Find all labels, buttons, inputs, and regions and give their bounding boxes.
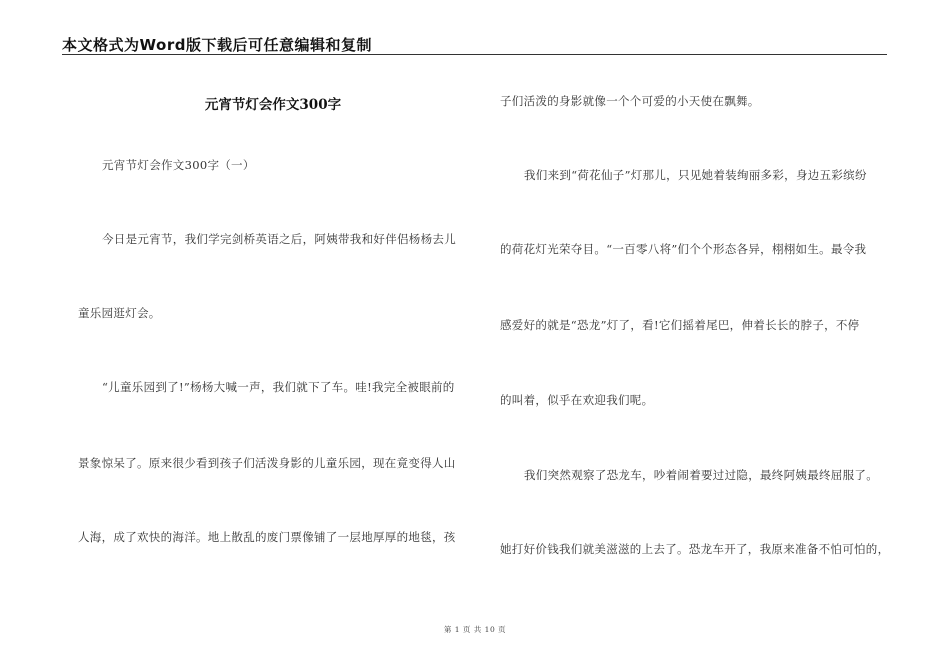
left-line-subtitle: 元宵节灯会作文300字（一） [102,158,255,172]
left-line: 人海，成了欢快的海洋。地上散乱的废门票像铺了一层地厚厚的地毯，孩 [78,530,456,544]
right-line: 的荷花灯光荣夺目。“一百零八将”们个个形态各异，栩栩如生。最令我 [500,242,867,256]
right-line: 我们突然观察了恐龙车，吵着闹着要过过隐，最终阿姨最终屈服了。 [524,468,878,482]
left-line: “儿童乐园到了!”杨杨大喊一声，我们就下了车。哇!我完全被眼前的 [102,380,455,394]
header-divider [62,54,887,55]
right-line: 我们来到“荷花仙子”灯那儿，只见她着装绚丽多彩，身边五彩缤纷 [524,168,867,182]
essay-title: 元宵节灯会作文300字 [204,97,342,113]
left-line: 今日是元宵节，我们学完剑桥英语之后，阿姨带我和好伴侣杨杨去儿 [102,232,456,246]
right-line: 子们活泼的身影就像一个个可爱的小天使在飘舞。 [500,94,760,108]
right-line: 她打好价钱我们就美滋滋的上去了。恐龙车开了，我原来准备不怕可怕的， [500,542,890,556]
left-line: 景象惊呆了。原来很少看到孩子们活泼身影的儿童乐园，现在竟变得人山 [78,456,456,470]
right-line: 感爱好的就是“恐龙”灯了，看!它们摇着尾巴，伸着长长的脖子，不停 [500,318,860,332]
right-line: 的叫着，似乎在欢迎我们呢。 [500,393,654,407]
page-number: 第 1 页 共 10 页 [443,625,507,634]
left-line: 童乐园逛灯会。 [78,306,161,320]
document-banner: 本文格式为Word版下载后可任意编辑和复制 [62,36,372,54]
